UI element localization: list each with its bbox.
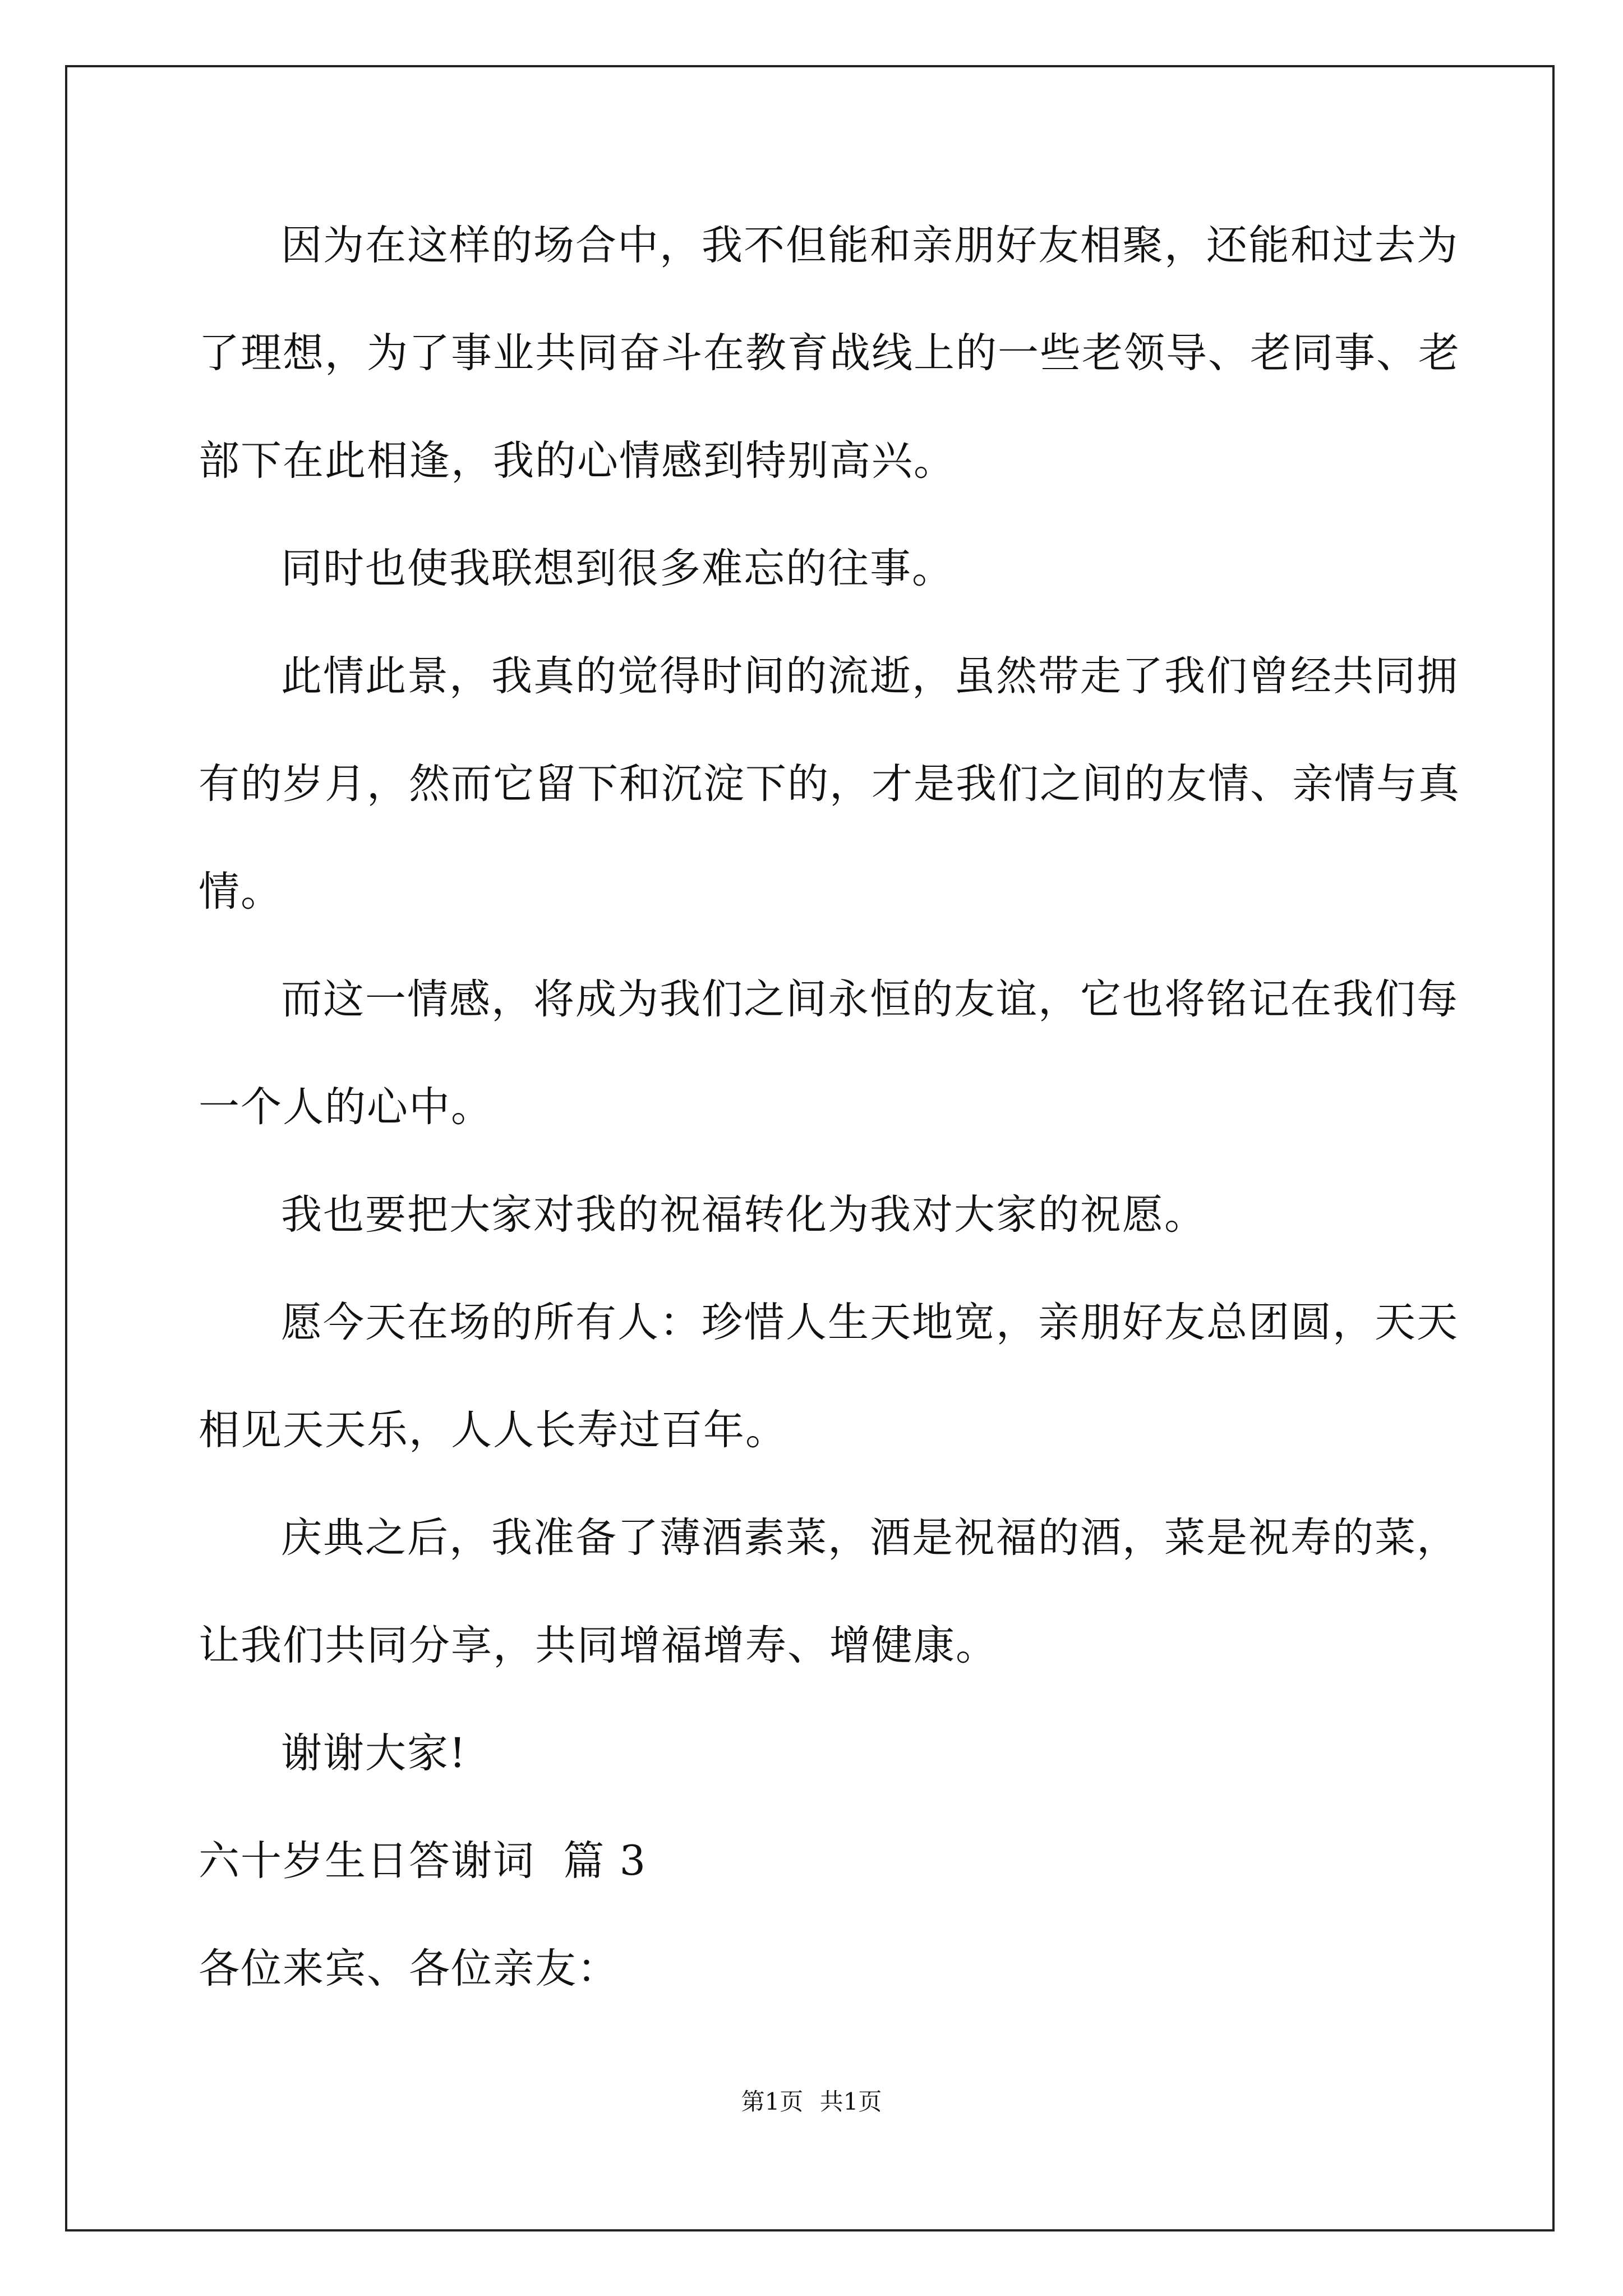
paragraph-line: 我也要把大家对我的祝福转化为我对大家的祝愿。: [281, 1191, 1206, 1239]
paragraph-line: 了理想，为了事业共同奋斗在教育战线上的一些老领导、老同事、老: [199, 329, 1460, 377]
document-body: [199, 219, 1460, 1996]
paragraph-line: 谢谢大家!: [281, 1729, 467, 1777]
paragraph-line: 部下在此相逢，我的心情感到特别高兴。: [199, 437, 956, 485]
page-total: 共1页: [819, 2088, 882, 2115]
page-footer: [0, 2086, 1623, 2118]
paragraph-line: 愿今天在场的所有人：珍惜人生天地宽，亲朋好友总团圆，天天: [281, 1299, 1459, 1346]
paragraph-line: 而这一情感，将成为我们之间永恒的友谊，它也将铭记在我们每: [281, 976, 1459, 1023]
paragraph-line: 因为在这样的场合中，我不但能和亲朋好友相聚，还能和过去为: [281, 222, 1459, 269]
paragraph-line: 一个人的心中。: [199, 1083, 493, 1131]
paragraph-line: 同时也使我联想到很多难忘的往事。: [281, 545, 954, 592]
section-heading: 六十岁生日答谢词 篇 3: [199, 1837, 647, 1885]
salutation: 各位来宾、各位亲友：: [199, 1945, 619, 1993]
paragraph-line: 此情此景，我真的觉得时间的流逝，虽然带走了我们曾经共同拥: [281, 652, 1459, 700]
paragraph-line: 情。: [199, 868, 283, 915]
page-number: 第1页: [741, 2088, 804, 2115]
paragraph-line: 相见天天乐，人人长寿过百年。: [199, 1406, 787, 1454]
paragraph-line: 庆典之后，我准备了薄酒素菜，酒是祝福的酒，菜是祝寿的菜，: [281, 1514, 1459, 1562]
paragraph-line: 让我们共同分享，共同增福增寿、增健康。: [199, 1622, 998, 1669]
paragraph-line: 有的岁月，然而它留下和沉淀下的，才是我们之间的友情、亲情与真: [199, 760, 1460, 808]
